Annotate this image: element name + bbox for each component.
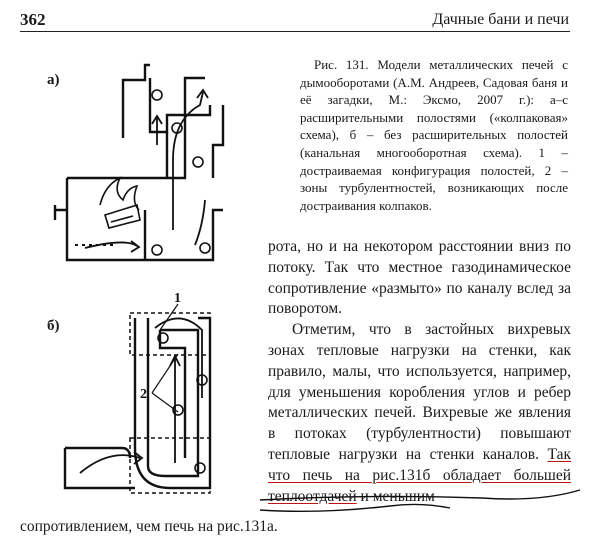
paragraph-2-text: Отметим, что в застойных вихревых зонах тепловые нагрузки на стенки, как правило, малы, что используется, например, для уменьшения коробления углов и ребер металлических печей. Вихревые же явления в потоках (турбулентности) повышают тепловые нагрузки на стенки каналов. [268,321,571,463]
continuation-line: сопротивлением, чем печь на рис.131а. [20,518,278,535]
channel-left-wall [148,318,198,476]
paragraph-2-tail: и меньшим [356,487,435,505]
callout-marker-1: 1 [174,291,181,306]
underlined-text: Так что печь на рис.131б обладает большей теплоотдачей [268,445,571,505]
figure-label-a: а) [47,72,60,88]
top-cavity [123,65,210,138]
page-number: 362 [20,10,46,29]
firebox-b [65,448,135,488]
flow-arrow-a1 [173,92,203,230]
stove-diagram-b [60,288,270,500]
page-header [0,0,603,34]
body-text [268,237,571,507]
flow-arrow-a3 [195,200,205,245]
firebox-top [67,78,205,178]
header-rule [20,31,570,32]
stove-diagram-a [45,60,275,275]
inner-baffle [160,330,185,458]
outer-flue [213,105,223,178]
red-annotation-strokes [250,480,590,520]
callout-marker-2: 2 [140,387,147,402]
figure-caption: Рис. 131. Модели металлических печей с дымооборотами (А.М. Андреев, Садовая баня и её загадки, М.: Эксмо, 2007 г.): а–с расширительными полостями («колпаковая» схема), б – без расширительных полостей (канальная многооборотная схема). 1 – достраиваемая конфигурация полостей, 2 – зоны турбулентностей, возникающих после достраивания колпаков. [300,57,568,213]
flame-icon [100,178,140,228]
running-title: Дачные бани и печи [432,11,569,28]
figure-label-b: б) [47,318,60,334]
paragraph-1: рота, но и на некотором расстоянии вниз по потоку. Так что местное газодинамическое сопротивление «размыто» по каналу вслед за поворотом. [268,238,571,318]
